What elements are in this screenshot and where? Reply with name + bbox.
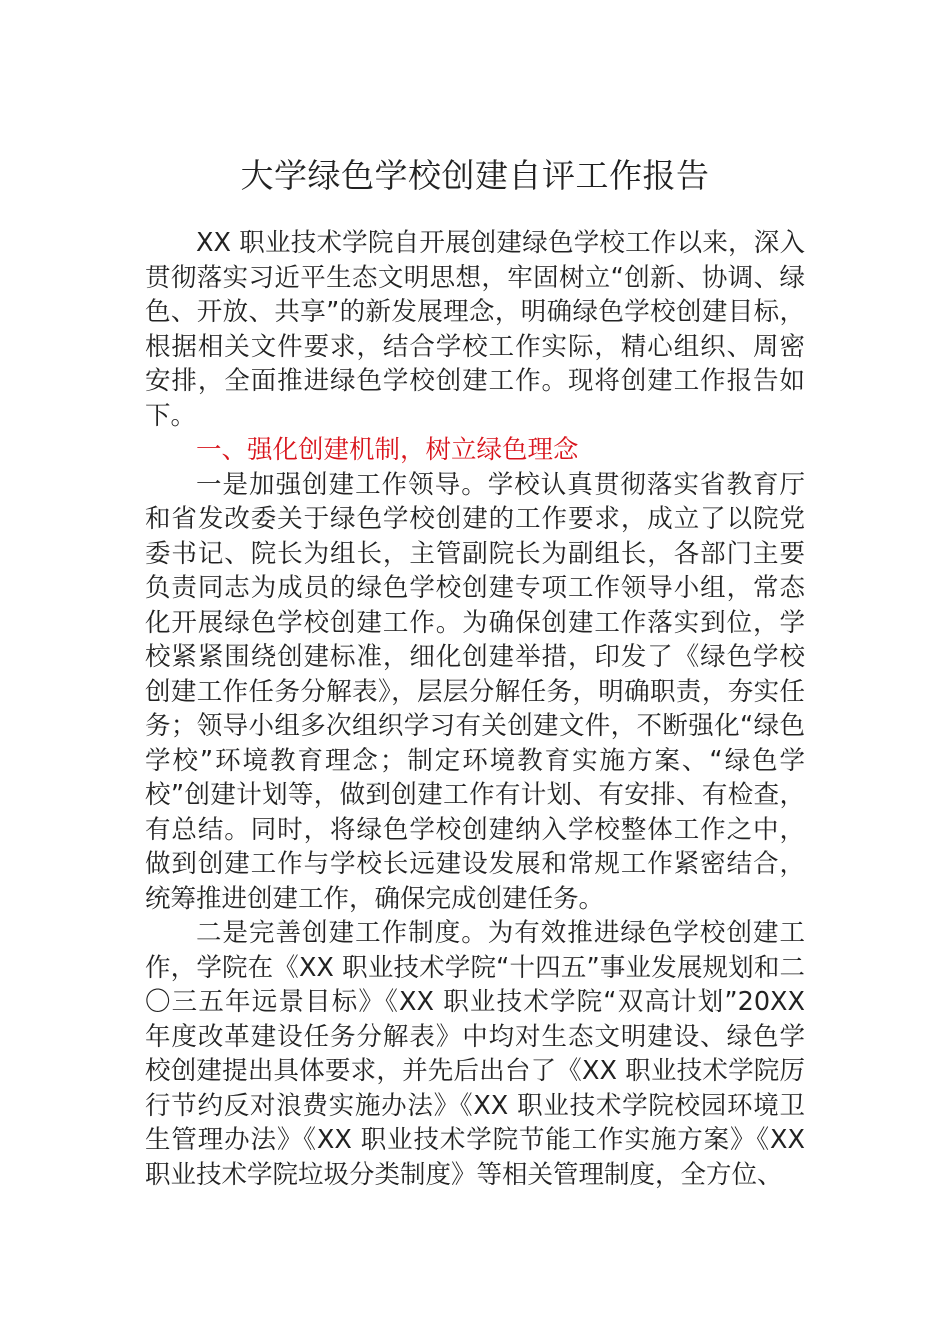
- section-heading: 一、强化创建机制，树立绿色理念: [196, 435, 579, 465]
- document-page: [145, 148, 805, 1192]
- body-paragraph-2: 二是完善创建工作制度。为有效推进绿色学校创建工作，学院在《XX 职业技术学院“十四五”事业发展规划和二〇三五年远景目标》《XX 职业技术学院“双高计划”20XX 年度改革建设任务分解表》中均对生态文明建设、绿色学校创建提出具体要求，并先后出台了《XX 职业技术学院厉行节约反对浪费实施办法》《XX 职业技术学院校园环境卫生管理办法》《XX 职业技术学院节能工作实施方案》《XX 职业技术学院垃圾分类制度》等相关管理制度，全方位、: [145, 918, 805, 1190]
- intro-paragraph: XX 职业技术学院自开展创建绿色学校工作以来，深入贯彻落实习近平生态文明思想，牢固树立“创新、协调、绿色、开放、共享”的新发展理念，明确绿色学校创建目标，根据相关文件要求，结合学校工作实际，精心组织、周密安排，全面推进绿色学校创建工作。现将创建工作报告如下。: [145, 228, 805, 431]
- document-title: 大学绿色学校创建自评工作报告: [240, 156, 710, 195]
- body-paragraph-1: 一是加强创建工作领导。学校认真贯彻落实省教育厅和省发改委关于绿色学校创建的工作要求，成立了以院党委书记、院长为组长，主管副院长为副组长，各部门主要负责同志为成员的绿色学校创建专项工作领导小组，常态化开展绿色学校创建工作。为确保创建工作落实到位，学校紧紧围绕创建标准，细化创建举措，印发了《绿色学校创建工作任务分解表》，层层分解任务，明确职责，夯实任务；领导小组多次组织学习有关创建文件，不断强化“绿色学校”环境教育理念；制定环境教育实施方案、“绿色学校”创建计划等，做到创建工作有计划、有安排、有检查，有总结。同时，将绿色学校创建纳入学校整体工作之中，做到创建工作与学校长远建设发展和常规工作紧密结合，统筹推进创建工作，确保完成创建任务。: [145, 469, 805, 914]
